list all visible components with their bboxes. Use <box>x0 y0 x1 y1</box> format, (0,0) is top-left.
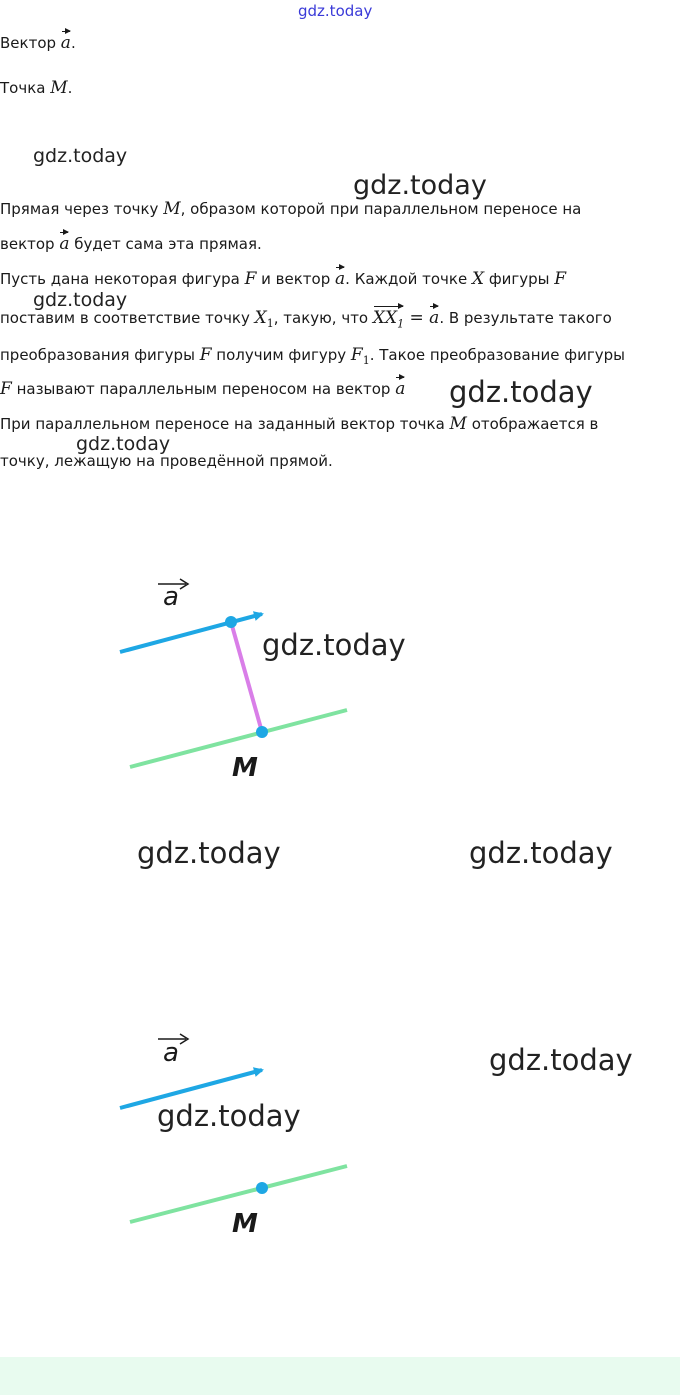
math-vector-xx1 <box>373 308 404 330</box>
paragraph-line <box>0 199 581 219</box>
vector-a-label <box>158 1034 188 1068</box>
math-xx: XX <box>372 308 398 328</box>
text: поставим в соответствие точку <box>0 309 255 327</box>
text: Прямая через точку <box>0 200 164 218</box>
text-point-m <box>0 78 72 98</box>
text: и вектор <box>256 270 336 288</box>
text: . Каждой точке <box>345 270 472 288</box>
watermark: gdz.today <box>353 170 487 201</box>
text: . Такое преобразование фигуры <box>369 346 625 364</box>
text-vector-a <box>0 33 76 53</box>
watermark: gdz.today <box>157 1099 301 1133</box>
watermark: gdz.today <box>449 375 593 409</box>
point-m <box>256 1182 268 1194</box>
svg-text:a: a <box>163 1038 179 1068</box>
math-x: X <box>471 269 485 289</box>
footer-bar <box>0 1357 680 1395</box>
math-vector-a: a <box>59 234 70 254</box>
paragraph-line: точку, лежащую на проведённой прямой. <box>0 452 333 470</box>
paragraph-line <box>0 234 262 254</box>
text: отображается в <box>466 415 599 433</box>
watermark: gdz.today <box>489 1043 633 1077</box>
paragraph-line <box>0 414 598 434</box>
math-vector-a: a <box>395 379 406 399</box>
paragraph-line <box>0 308 612 330</box>
math-f: F <box>199 345 212 365</box>
subscript: 1 <box>362 354 370 367</box>
figure-translation <box>0 560 680 800</box>
text: Точка <box>0 79 51 97</box>
label-m: M <box>232 753 258 783</box>
text: . В результате такого <box>439 309 612 327</box>
text: Вектор <box>0 34 61 52</box>
text: получим фигуру <box>211 346 351 364</box>
text: будет сама эта прямая. <box>69 235 262 253</box>
math-vector-a: a <box>335 269 346 289</box>
text: , образом которой при параллельном переносе на <box>180 200 582 218</box>
paragraph-line <box>0 379 405 399</box>
text: вектор <box>0 235 60 253</box>
math-vector-a: a <box>429 308 440 328</box>
text: , такую, что <box>273 309 373 327</box>
paragraph-line <box>0 345 625 367</box>
watermark: gdz.today <box>33 145 128 167</box>
subscript: 1 <box>266 317 274 330</box>
math-m: M <box>163 199 181 219</box>
text: Пусть дана некоторая фигура <box>0 270 245 288</box>
text: . <box>67 79 73 97</box>
math-f: F <box>554 269 567 289</box>
text: называют параллельным переносом на вектор <box>11 380 396 398</box>
math-m: M <box>50 78 68 98</box>
math-m: M <box>449 414 467 434</box>
svg-text:a: a <box>163 582 179 612</box>
math-vector-a: a <box>60 33 71 53</box>
label-m: M <box>232 1209 258 1239</box>
watermark: gdz.today <box>262 628 406 662</box>
subscript: 1 <box>397 317 405 331</box>
translation-segment <box>231 622 262 732</box>
math-x1: X <box>254 308 267 328</box>
vector-a-label <box>158 579 188 612</box>
point-image <box>225 616 237 628</box>
text: преобразования фигуры <box>0 346 200 364</box>
paragraph-line <box>0 269 566 289</box>
math-equals: = <box>404 308 430 328</box>
text: . <box>70 34 76 52</box>
math-f1: F <box>350 345 363 365</box>
watermark: gdz.today <box>469 836 613 870</box>
watermark: gdz.today <box>137 836 281 870</box>
text: При параллельном переносе на заданный вектор точка <box>0 415 450 433</box>
math-f: F <box>0 379 12 399</box>
watermark: gdz.today <box>33 289 128 311</box>
math-f: F <box>244 269 257 289</box>
watermark: gdz.today <box>76 433 171 455</box>
point-m <box>256 726 268 738</box>
text: фигуры <box>484 270 555 288</box>
watermark-top: gdz.today <box>298 2 373 20</box>
vector-arrow <box>120 614 262 652</box>
